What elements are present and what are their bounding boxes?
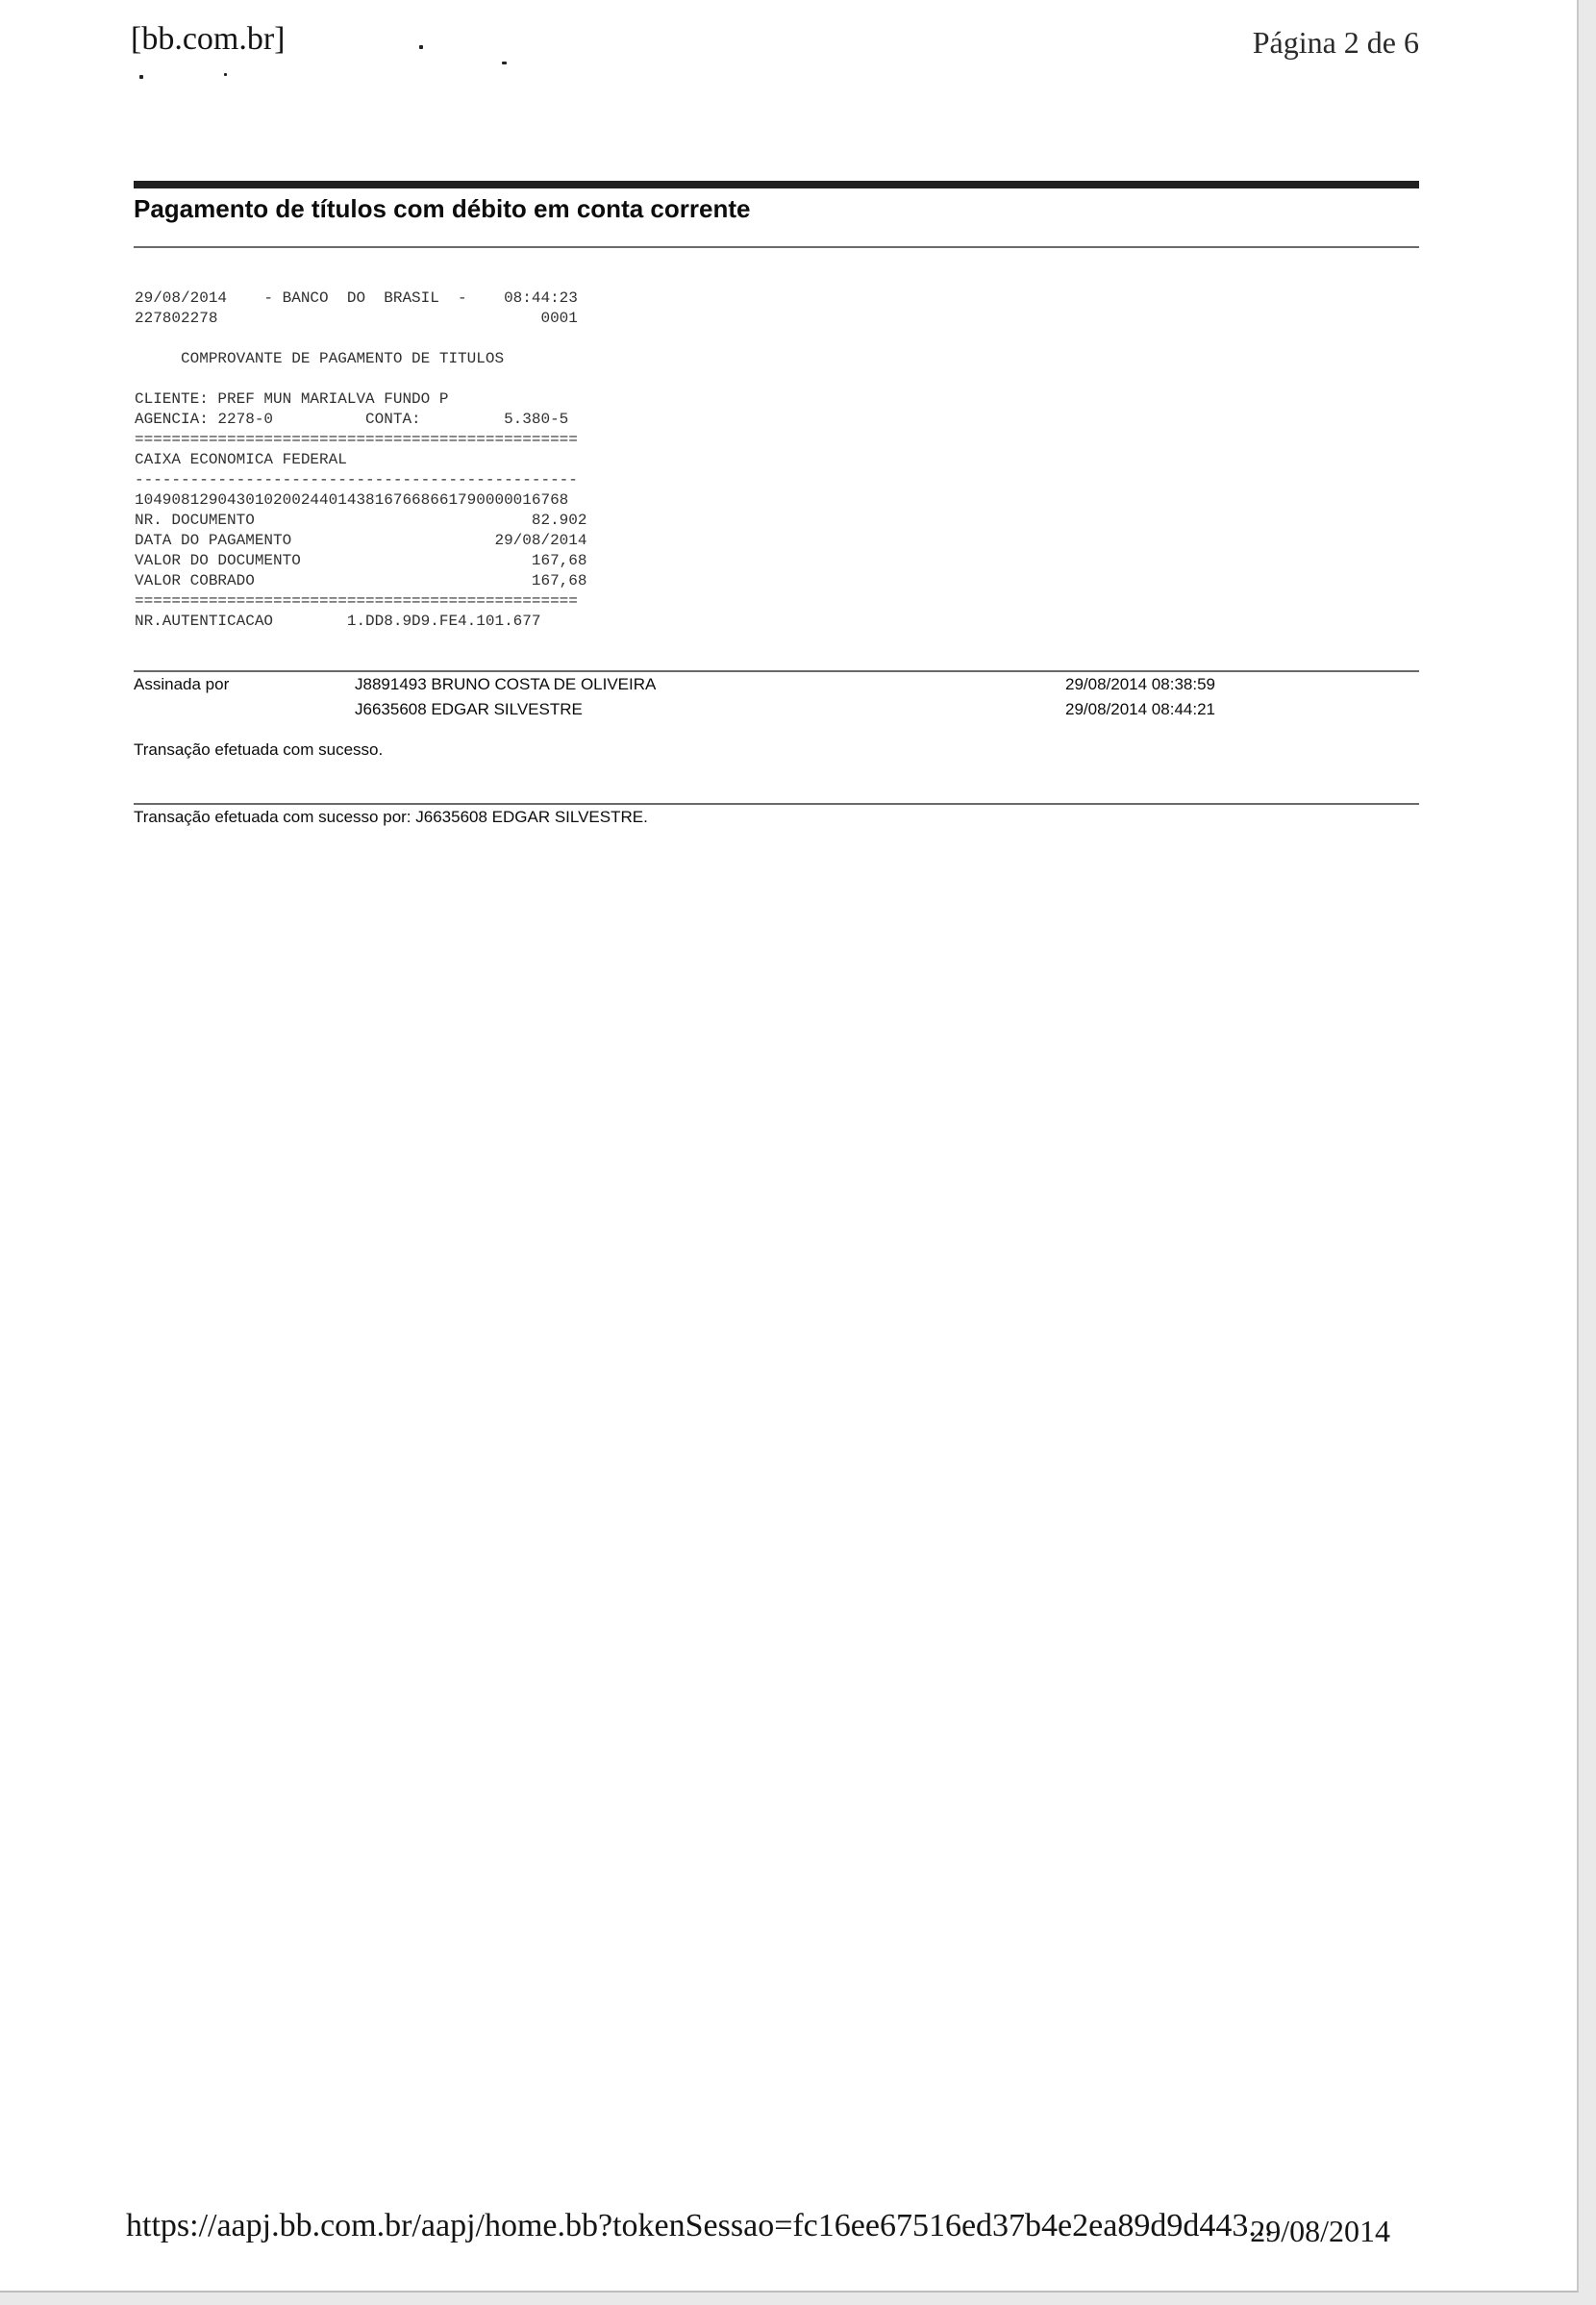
receipt-line: AGENCIA: 2278-0 CONTA: 5.380-5: [135, 411, 569, 428]
receipt-line: CLIENTE: PREF MUN MARIALVA FUNDO P: [135, 390, 449, 408]
receipt-line: VALOR COBRADO 167,68: [135, 572, 587, 589]
title-underline: [134, 246, 1419, 248]
final-message: Transação efetuada com sucesso por: J6635608 EDGAR SILVESTRE.: [134, 808, 648, 826]
receipt-line: CAIXA ECONOMICA FEDERAL: [135, 451, 347, 468]
receipt-line: NR.AUTENTICACAO 1.DD8.9D9.FE4.101.677: [135, 613, 541, 630]
signer-datetime: 29/08/2014 08:44:21: [1065, 700, 1215, 718]
signer-name: J6635608 EDGAR SILVESTRE: [355, 700, 583, 718]
receipt-line: ------------------------------------------------: [135, 471, 578, 489]
final-divider: [134, 803, 1419, 805]
receipt-line: COMPROVANTE DE PAGAMENTO DE TITULOS: [135, 350, 505, 367]
footer-date: 29/08/2014: [1250, 2214, 1390, 2248]
status-message: Transação efetuada com sucesso.: [134, 740, 384, 759]
scan-speck: [419, 45, 423, 49]
page-indicator: Página 2 de 6: [1252, 25, 1419, 60]
site-label: [bb.com.br]: [131, 21, 286, 57]
page-title: Pagamento de títulos com débito em conta corrente: [134, 194, 751, 223]
receipt-line: DATA DO PAGAMENTO 29/08/2014: [135, 532, 587, 549]
scan-speck: [139, 75, 143, 79]
footer-url: https://aapj.bb.com.br/aapj/home.bb?tokenSessao=fc16ee67516ed37b4e2ea89d9d443...: [126, 2208, 1273, 2243]
receipt-line: ================================================: [135, 592, 578, 610]
receipt-line: 29/08/2014 - BANCO DO BRASIL - 08:44:23: [135, 289, 578, 307]
signed-by-label: Assinada por: [134, 675, 230, 693]
scan-speck: [224, 73, 227, 76]
receipt-line: 10490812904301020024401438167668661790000016768: [135, 491, 569, 509]
signer-datetime: 29/08/2014 08:38:59: [1065, 675, 1215, 693]
scan-speck: [502, 62, 507, 64]
signer-name: J8891493 BRUNO COSTA DE OLIVEIRA: [355, 675, 657, 693]
receipt-line: VALOR DO DOCUMENTO 167,68: [135, 552, 587, 569]
receipt-line: 227802278 0001: [135, 310, 578, 327]
title-bar: [134, 181, 1419, 188]
signature-divider: [134, 670, 1419, 672]
receipt-line: NR. DOCUMENTO 82.902: [135, 512, 587, 529]
receipt-line: ================================================: [135, 431, 578, 448]
